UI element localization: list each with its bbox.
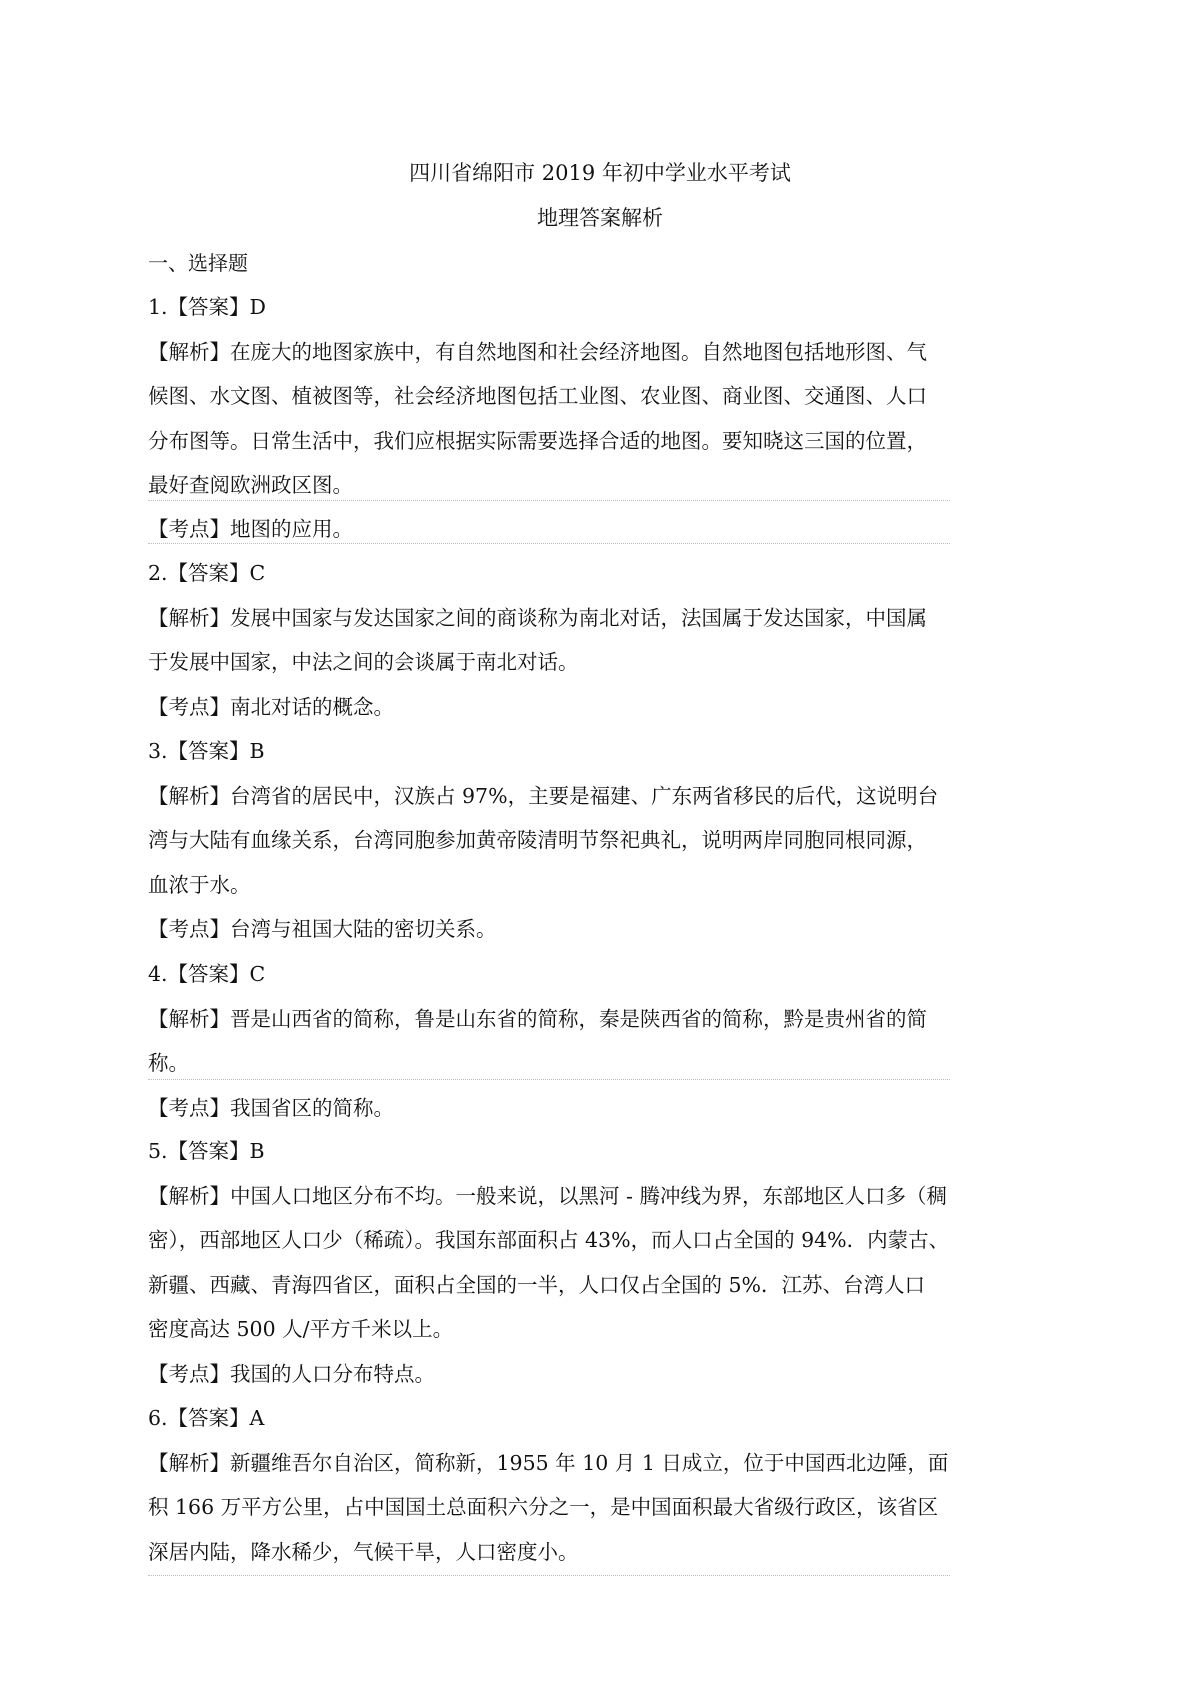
dotted-divider xyxy=(148,1575,950,1576)
question-1-point xyxy=(148,507,948,552)
question-6 xyxy=(148,1396,948,1574)
answer-line: 5.【答案】B xyxy=(148,1139,265,1163)
analysis-line: 密），西部地区人口少（稀疏）。我国东部面积占 43%，而人口占全国的 94%．内蒙古、 xyxy=(148,1228,950,1252)
answer-line: 2.【答案】C xyxy=(148,561,266,585)
analysis-line: 湾与大陆有血缘关系，台湾同胞参加黄帝陵清明节祭祀典礼，说明两岸同胞同根同源， xyxy=(148,828,927,852)
analysis-line: 积 166 万平方公里，占中国国土总面积六分之一，是中国面积最大省级行政区，该省区 xyxy=(148,1495,939,1519)
answer-line: 1.【答案】D xyxy=(148,295,266,319)
answer-line: 4.【答案】C xyxy=(148,962,266,986)
knowledge-point-line: 【考点】地图的应用。 xyxy=(148,517,353,541)
analysis-line: 【解析】在庞大的地图家族中，有自然地图和社会经济地图。自然地图包括地形图、气 xyxy=(148,339,927,364)
answer-line: 6.【答案】A xyxy=(148,1406,265,1430)
analysis-line: 【解析】中国人口地区分布不均。一般来说，以黑河 - 腾冲线为界，东部地区人口多（稠 xyxy=(148,1183,947,1208)
analysis-line: 深居内陆，降水稀少，气候干旱，人口密度小。 xyxy=(148,1539,579,1564)
question-1 xyxy=(148,285,948,508)
analysis-line: 密度高达 500 人/平方千米以上。 xyxy=(148,1317,454,1341)
question-2 xyxy=(148,551,948,729)
analysis-line: 新疆、西藏、青海四省区，面积占全国的一半，人口仅占全国的 5%．江苏、台湾人口 xyxy=(148,1272,926,1297)
page-subtitle: 地理答案解析 xyxy=(537,206,663,230)
analysis-line: 分布图等。日常生活中，我们应根据实际需要选择合适的地图。要知晓这三国的位置， xyxy=(148,428,927,453)
analysis-line: 血浓于水。 xyxy=(148,872,251,897)
knowledge-point-line: 【考点】我国省区的简称。 xyxy=(148,1096,394,1120)
section-heading: 一、选择题 xyxy=(148,251,248,275)
knowledge-point-line: 【考点】台湾与祖国大陆的密切关系。 xyxy=(148,917,497,941)
question-4-point xyxy=(148,1086,948,1131)
analysis-line: 【解析】发展中国家与发达国家之间的商谈称为南北对话，法国属于发达国家，中国属 xyxy=(148,605,927,630)
knowledge-point-line: 【考点】我国的人口分布特点。 xyxy=(148,1361,435,1386)
analysis-line: 最好查阅欧洲政区图。 xyxy=(148,473,353,497)
analysis-line: 【解析】新疆维吾尔自治区，简称新，1955 年 10 月 1 日成立，位于中国西北边陲，面 xyxy=(148,1450,949,1475)
question-3 xyxy=(148,729,948,952)
analysis-line: 称。 xyxy=(148,1051,189,1075)
dotted-divider xyxy=(148,1079,950,1080)
question-4 xyxy=(148,952,948,1086)
dotted-divider xyxy=(148,543,950,544)
analysis-line: 【解析】晋是山西省的简称，鲁是山东省的简称，秦是陕西省的简称，黔是贵州省的简 xyxy=(148,1006,927,1031)
analysis-line: 候图、水文图、植被图等，社会经济地图包括工业图、农业图、商业图、交通图、人口 xyxy=(148,384,927,408)
answer-line: 3.【答案】B xyxy=(148,739,265,763)
analysis-line: 于发展中国家，中法之间的会谈属于南北对话。 xyxy=(148,650,579,674)
knowledge-point-line: 【考点】南北对话的概念。 xyxy=(148,694,394,719)
dotted-divider xyxy=(148,500,950,501)
analysis-line: 【解析】台湾省的居民中，汉族占 97%，主要是福建、广东两省移民的后代，这说明台 xyxy=(148,783,939,808)
question-5 xyxy=(148,1129,948,1396)
page-title: 四川省绵阳市 2019 年初中学业水平考试 xyxy=(409,161,791,185)
